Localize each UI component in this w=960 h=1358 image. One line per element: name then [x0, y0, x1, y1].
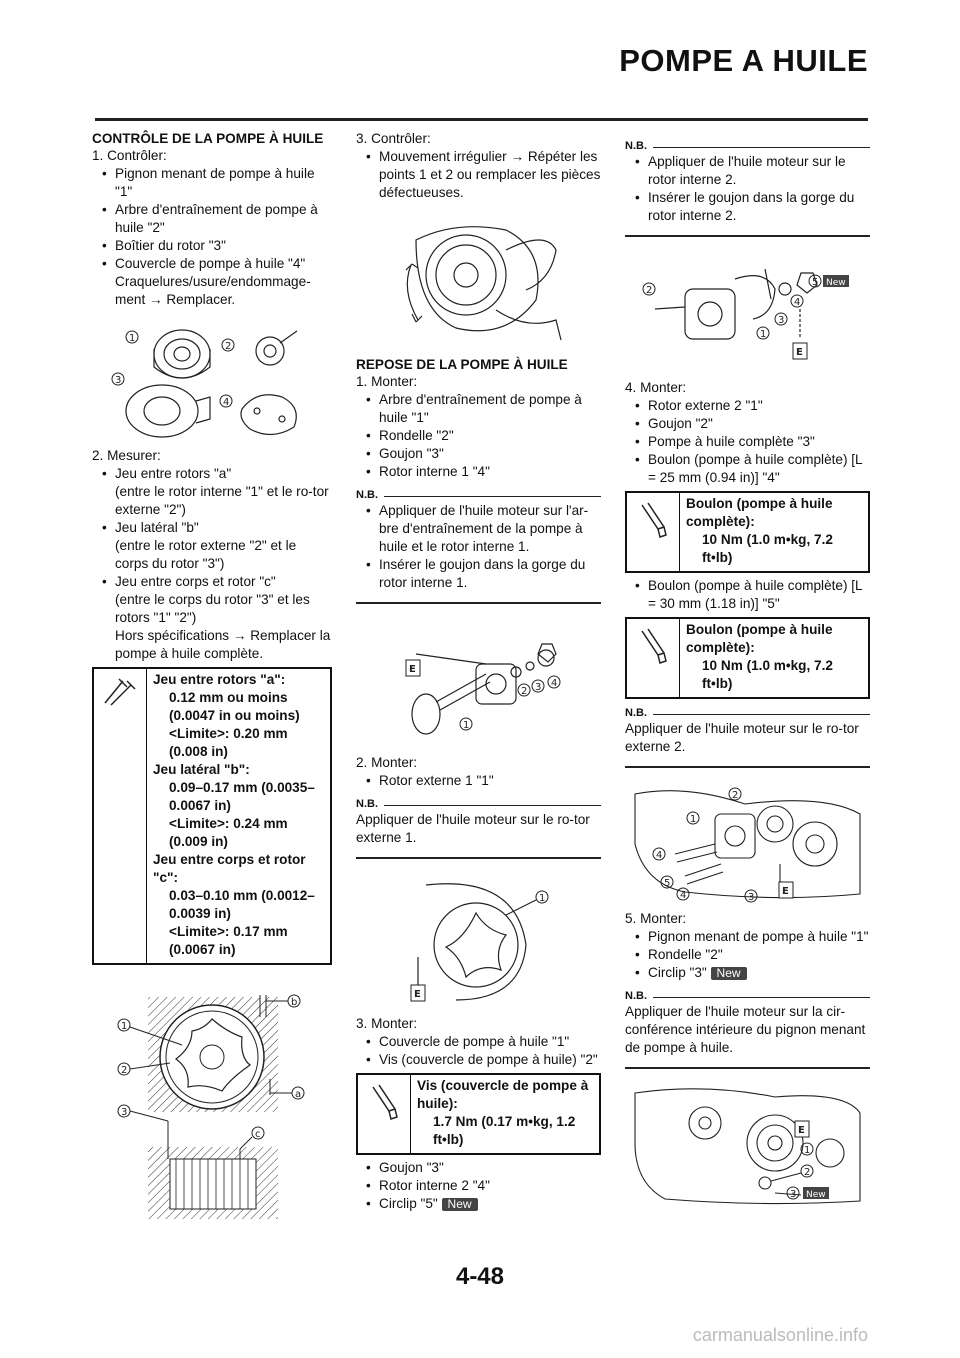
page-title: POMPE A HUILE	[619, 43, 868, 78]
drive-shaft-assembly-figure	[356, 624, 601, 744]
torque-wrench-icon	[627, 619, 680, 697]
outer-rotor-figure	[356, 875, 601, 1005]
list-item: • Jeu entre corps et rotor "c"	[92, 573, 332, 591]
spec-label: Boulon (pompe à huile complète):	[686, 496, 833, 529]
new-part-badge: New	[826, 278, 846, 288]
clearance-spec-box	[92, 667, 332, 965]
callout-2: 2	[732, 790, 739, 801]
note-item: • Insérer le goujon dans la gorge du rotor interne 2.	[625, 189, 870, 225]
note-item: • Insérer le goujon dans la gorge du rotor interne 1.	[356, 556, 601, 592]
list-item: • Couvercle de pompe à huile "4"	[92, 255, 332, 273]
spec-limit: <Limite>: 0.17 mm (0.0067 in)	[169, 924, 288, 957]
spec-label: Jeu entre rotors "a":	[153, 672, 286, 687]
callout-1: 1	[760, 329, 767, 340]
list-item: • Pignon menant de pompe à huile "1"	[625, 928, 870, 946]
engine-oil-symbol: E	[782, 886, 789, 897]
list-item: • Rondelle "2"	[625, 946, 870, 964]
note-box	[356, 489, 601, 604]
callout-2: 2	[121, 1065, 128, 1076]
spec-value: 0.09–0.17 mm (0.0035–0.0067 in)	[169, 780, 315, 813]
note-box	[625, 990, 870, 1069]
list-item: • Jeu latéral "b"	[92, 519, 332, 537]
new-part-badge: New	[711, 967, 747, 980]
torque-spec-box	[625, 491, 870, 573]
column-3	[625, 140, 870, 1208]
callout-4b: 4	[680, 890, 687, 901]
list-item: • Rotor externe 2 "1"	[625, 397, 870, 415]
list-item-detail: (entre le rotor interne "1" et le ro-tor externe "2")	[115, 484, 329, 517]
note-text: Appliquer de l'huile moteur sur la cir-conférence intérieure du pignon menant de pompe à huile.	[625, 1004, 866, 1055]
list-item: • Boulon (pompe à huile complète) [L = 30 mm (1.18 in)] "5"	[625, 577, 870, 613]
pump-installation-figure	[625, 784, 870, 904]
spec-label: Jeu latéral "b":	[153, 762, 250, 777]
callout-4: 4	[551, 678, 558, 689]
callout-2: 2	[804, 1167, 811, 1178]
list-item	[625, 964, 870, 982]
note-title: N.B.	[625, 140, 647, 152]
callout-1: 1	[121, 1021, 128, 1032]
callout-1: 1	[539, 893, 546, 904]
rotation-check-figure	[356, 210, 601, 350]
callout-b: b	[291, 997, 298, 1008]
list-item: • Rotor interne 1 "4"	[356, 463, 601, 481]
note-title: N.B.	[356, 798, 378, 810]
callout-1: 1	[129, 333, 136, 344]
step-1: 1. Monter:	[356, 374, 418, 389]
list-item: • Boîtier du rotor "3"	[92, 237, 332, 255]
step-2-result: Hors spécifications → Remplacer la pompe à huile complète.	[115, 628, 331, 661]
spec-limit: <Limite>: 0.24 mm (0.009 in)	[169, 816, 288, 849]
callout-c: c	[255, 1129, 261, 1140]
note-box	[625, 707, 870, 768]
spec-value: 1.7 Nm (0.17 m•kg, 1.2 ft•lb)	[433, 1114, 576, 1147]
callout-1: 1	[804, 1145, 811, 1156]
new-part-badge: New	[806, 1190, 826, 1200]
list-item: • Jeu entre rotors "a"	[92, 465, 332, 483]
note-box	[356, 798, 601, 859]
callout-2: 2	[225, 341, 232, 352]
measure-tool-icon	[94, 669, 147, 963]
note-title: N.B.	[356, 489, 378, 501]
section-heading-install: REPOSE DE LA POMPE À HUILE	[356, 357, 568, 372]
spec-value: 10 Nm (1.0 m•kg, 7.2 ft•lb)	[702, 658, 833, 691]
callout-3: 3	[121, 1107, 128, 1118]
callout-4: 4	[223, 397, 230, 408]
list-item: • Arbre d'entraînement de pompe à huile "1"	[356, 391, 601, 427]
callout-1: 1	[463, 720, 470, 731]
torque-wrench-icon	[627, 493, 680, 571]
callout-4: 4	[794, 297, 801, 308]
step-2: 2. Monter:	[356, 755, 418, 770]
list-item: • Boulon (pompe à huile complète) [L = 25 mm (0.94 in)] "4"	[625, 451, 870, 487]
step-3: 3. Monter:	[356, 1016, 418, 1031]
column-1	[92, 130, 332, 1227]
header-rule	[95, 118, 868, 121]
note-item: • Appliquer de l'huile moteur sur le rotor interne 2.	[625, 153, 870, 189]
engine-oil-symbol: E	[414, 989, 421, 1000]
new-part-badge: New	[442, 1198, 478, 1211]
note-text: Appliquer de l'huile moteur sur le ro-tor externe 1.	[356, 812, 590, 845]
note-item: • Appliquer de l'huile moteur sur l'ar-bre d'entraînement de la pompe à huile et le rotor interne 1.	[356, 502, 601, 556]
step-4: 4. Monter:	[625, 380, 687, 395]
column-2	[356, 130, 601, 1213]
list-item: • Arbre d'entraînement de pompe à huile "2"	[92, 201, 332, 237]
spec-label: Jeu entre corps et rotor "c":	[153, 852, 306, 885]
spec-value: 10 Nm (1.0 m•kg, 7.2 ft•lb)	[702, 532, 833, 565]
callout-4: 4	[656, 850, 663, 861]
callout-2: 2	[646, 285, 653, 296]
list-item: • Goujon "2"	[625, 415, 870, 433]
callout-5: 5	[664, 878, 671, 889]
note-title: N.B.	[625, 707, 647, 719]
list-item-text: Circlip "5"	[379, 1196, 438, 1211]
step-1: 1. Contrôler:	[92, 148, 167, 163]
list-item: • Rondelle "2"	[356, 427, 601, 445]
step-5: 5. Monter:	[625, 911, 687, 926]
engine-oil-symbol: E	[798, 1125, 805, 1136]
list-item-detail: (entre le rotor externe "2" et le corps du rotor "3")	[115, 538, 297, 571]
spec-label: Vis (couvercle de pompe à huile):	[417, 1078, 589, 1111]
watermark: carmanualsonline.info	[692, 1325, 868, 1345]
note-box	[625, 140, 870, 237]
spec-value: 0.03–0.10 mm (0.0012–0.0039 in)	[169, 888, 315, 921]
inner-rotor-assembly-figure	[625, 259, 870, 369]
list-item-detail: (entre le corps du rotor "3" et les rotors "1" "2")	[115, 592, 310, 625]
torque-spec-box	[356, 1073, 601, 1155]
list-item: • Rotor externe 1 "1"	[356, 772, 601, 790]
torque-spec-box	[625, 617, 870, 699]
step-1-result: Craquelures/usure/endommage-ment → Remplacer.	[115, 274, 311, 307]
engine-oil-symbol: E	[409, 664, 416, 675]
list-item: • Mouvement irrégulier → Répéter les points 1 et 2 ou remplacer les pièces défectueuses.	[356, 148, 601, 202]
page-number: 4-48	[455, 1263, 505, 1290]
engine-oil-symbol: E	[796, 347, 803, 358]
list-item: • Pignon menant de pompe à huile "1"	[92, 165, 332, 201]
rotor-clearance-figure	[92, 987, 332, 1227]
callout-a: a	[295, 1089, 302, 1100]
list-item-text: Circlip "3"	[648, 965, 707, 980]
callout-1: 1	[690, 814, 697, 825]
drive-gear-installation-figure	[625, 1083, 870, 1208]
spec-label: Boulon (pompe à huile complète):	[686, 622, 833, 655]
callout-3: 3	[748, 892, 755, 903]
step-3: 3. Contrôler:	[356, 131, 431, 146]
list-item: • Goujon "3"	[356, 445, 601, 463]
callout-3: 3	[790, 1189, 797, 1200]
list-item: • Couvercle de pompe à huile "1"	[356, 1033, 601, 1051]
callout-5: 5	[812, 277, 819, 288]
step-2: 2. Mesurer:	[92, 448, 161, 463]
list-item: • Rotor interne 2 "4"	[356, 1177, 601, 1195]
note-text: Appliquer de l'huile moteur sur le ro-tor externe 2.	[625, 721, 859, 754]
spec-value: 0.12 mm ou moins (0.0047 in ou moins)	[169, 690, 300, 723]
section-heading-check: CONTRÔLE DE LA POMPE À HUILE	[92, 131, 324, 146]
list-item: • Vis (couvercle de pompe à huile) "2"	[356, 1051, 601, 1069]
spec-limit: <Limite>: 0.20 mm (0.008 in)	[169, 726, 288, 759]
callout-3: 3	[778, 315, 785, 326]
list-item: • Goujon "3"	[356, 1159, 601, 1177]
callout-3: 3	[115, 375, 122, 386]
callout-2: 2	[521, 686, 528, 697]
note-title: N.B.	[625, 990, 647, 1002]
list-item	[356, 1195, 601, 1213]
callout-3: 3	[535, 682, 542, 693]
list-item: • Pompe à huile complète "3"	[625, 433, 870, 451]
pump-parts-figure	[92, 319, 332, 439]
torque-wrench-icon	[358, 1075, 411, 1153]
